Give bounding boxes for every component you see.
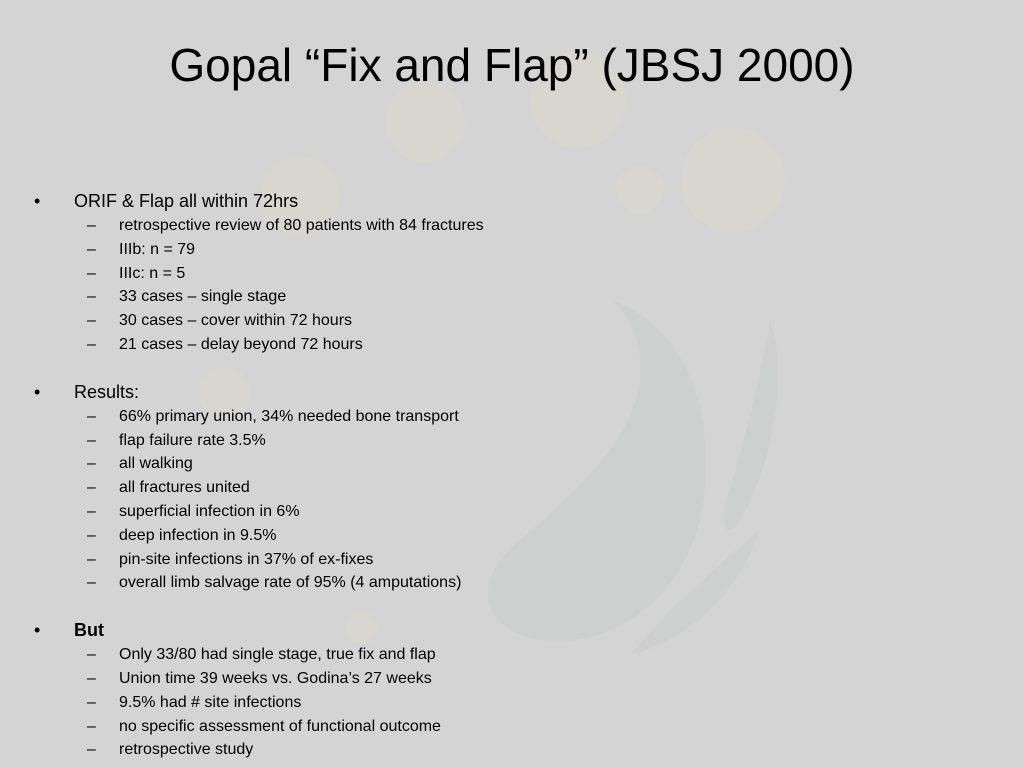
sub-bullet-text: 21 cases – delay beyond 72 hours	[119, 335, 363, 353]
sub-bullet-text: Union time 39 weeks vs. Godina’s 27 weeks	[119, 669, 432, 687]
dash-icon: –	[87, 240, 96, 258]
bullet-section-but	[34, 617, 934, 762]
dash-icon: –	[87, 646, 96, 664]
sub-bullet-text: pin-site infections in 37% of ex-fixes	[119, 550, 374, 568]
dash-icon: –	[87, 574, 96, 592]
sub-bullet-text: 9.5% had # site infections	[119, 693, 302, 711]
bullet-section-orif	[34, 188, 934, 357]
dash-icon: –	[87, 455, 96, 473]
sub-bullet-text: 33 cases – single stage	[119, 288, 287, 306]
bullet-heading: But	[74, 620, 104, 641]
dash-icon: –	[87, 550, 96, 568]
sub-bullet-item	[34, 262, 934, 286]
sub-bullet-text: no specific assessment of functional outcome	[119, 717, 441, 735]
sub-bullet-item	[34, 667, 934, 691]
bullet-icon: •	[34, 620, 41, 641]
sub-bullet-text: Only 33/80 had single stage, true fix and flap	[119, 646, 436, 664]
sub-bullet-item	[34, 238, 934, 262]
sub-bullet-text: IIIc: n = 5	[119, 264, 186, 282]
sub-bullet-text: all fractures united	[119, 479, 250, 497]
sub-bullet-item	[34, 214, 934, 238]
sub-bullet-list	[34, 214, 934, 357]
sub-bullet-item	[34, 285, 934, 309]
sub-bullet-item	[34, 643, 934, 667]
dash-icon: –	[87, 264, 96, 282]
slide-title: Gopal “Fix and Flap” (JBSJ 2000)	[169, 39, 855, 91]
dash-icon: –	[87, 312, 96, 330]
slide-content	[34, 188, 934, 768]
dash-icon: –	[87, 693, 96, 711]
dash-icon: –	[87, 431, 96, 449]
dash-icon: –	[87, 217, 96, 234]
sub-bullet-text: overall limb salvage rate of 95% (4 amputations)	[119, 574, 462, 592]
sub-bullet-text: 30 cases – cover within 72 hours	[119, 312, 353, 330]
dash-icon: –	[87, 479, 96, 497]
sub-bullet-text: flap failure rate 3.5%	[119, 431, 266, 449]
sub-bullet-text: all walking	[119, 455, 193, 473]
dash-icon: –	[87, 407, 96, 425]
bullet-item	[34, 379, 934, 405]
dash-icon: –	[87, 335, 96, 353]
sub-bullet-item	[34, 571, 934, 595]
dash-icon: –	[87, 502, 96, 520]
bullet-item	[34, 188, 934, 214]
dash-icon: –	[87, 741, 96, 759]
sub-bullet-text: IIIb: n = 79	[119, 240, 196, 258]
sub-bullet-text: deep infection in 9.5%	[119, 526, 277, 544]
sub-bullet-item	[34, 500, 934, 524]
sub-bullet-list	[34, 643, 934, 762]
sub-bullet-item	[34, 524, 934, 548]
sub-bullet-text: superficial infection in 6%	[119, 502, 300, 520]
bullet-heading: ORIF & Flap all within 72hrs	[74, 191, 299, 211]
sub-bullet-item	[34, 405, 934, 429]
sub-bullet-list	[34, 405, 934, 595]
sub-bullet-item	[34, 452, 934, 476]
sub-bullet-item	[34, 715, 934, 739]
sub-bullet-item	[34, 333, 934, 357]
sub-bullet-text: retrospective review of 80 patients with 84 fractures	[119, 217, 484, 234]
sub-bullet-item	[34, 309, 934, 333]
bullet-icon: •	[34, 191, 41, 211]
sub-bullet-item	[34, 691, 934, 715]
bullet-heading: Results:	[74, 381, 140, 402]
dash-icon: –	[87, 669, 96, 687]
dash-icon: –	[87, 717, 96, 735]
bullet-section-results	[34, 379, 934, 595]
sub-bullet-text: 66% primary union, 34% needed bone transport	[119, 407, 459, 425]
sub-bullet-item	[34, 429, 934, 453]
dash-icon: –	[87, 526, 96, 544]
sub-bullet-item	[34, 476, 934, 500]
sub-bullet-item	[34, 548, 934, 572]
bullet-item	[34, 617, 934, 643]
dash-icon: –	[87, 288, 96, 306]
sub-bullet-text: retrospective study	[119, 741, 254, 759]
bullet-icon: •	[34, 381, 41, 402]
sub-bullet-item	[34, 738, 934, 762]
